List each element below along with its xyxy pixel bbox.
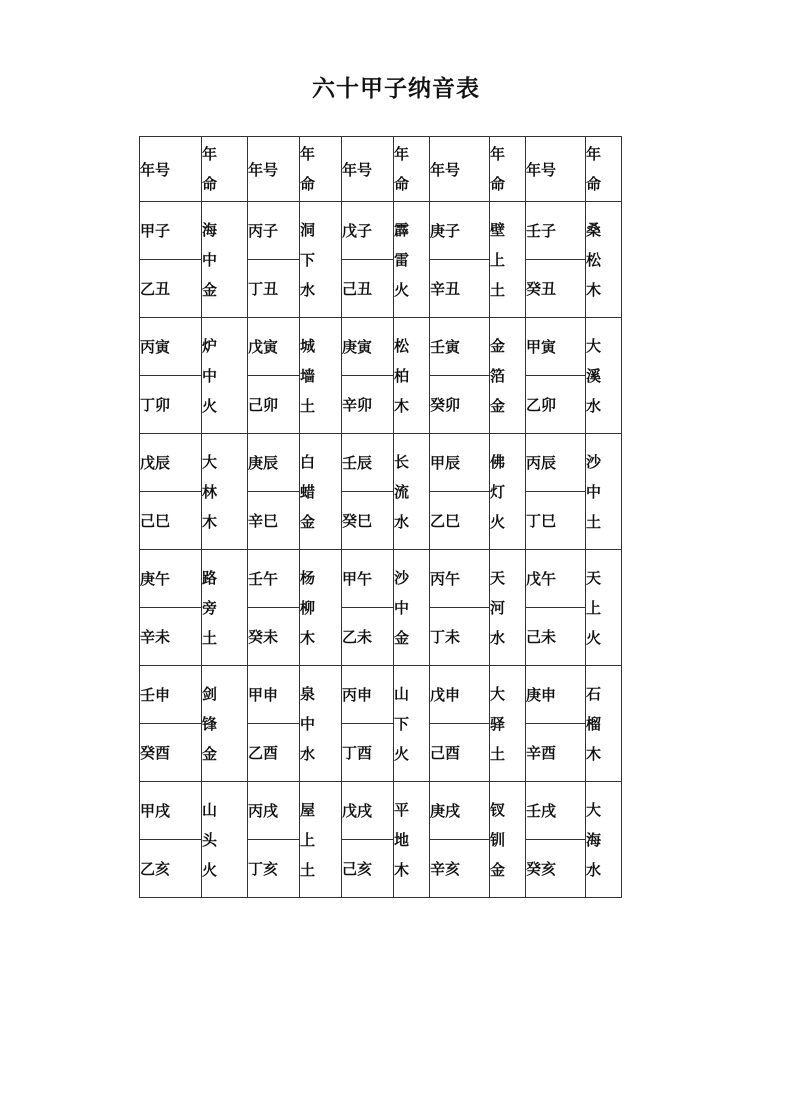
nayin-char: 下 — [300, 250, 316, 269]
year-cell: 丙子 — [248, 202, 300, 260]
nayin-char: 炉 — [202, 336, 218, 355]
year-cell: 癸丑 — [526, 260, 586, 318]
year-cell: 戊申 — [430, 666, 490, 724]
year-cell: 甲戌 — [140, 782, 202, 840]
year-cell: 丙戌 — [248, 782, 300, 840]
nayin-char: 金 — [202, 744, 218, 763]
year-cell: 甲辰 — [430, 434, 490, 492]
nayin-char: 海 — [586, 830, 602, 849]
year-cell: 丁卯 — [140, 376, 202, 434]
nayin-char: 山 — [394, 684, 410, 703]
nayin-char: 柳 — [300, 598, 316, 617]
table-row — [140, 434, 622, 492]
year-cell: 辛丑 — [430, 260, 490, 318]
nayin-char: 上 — [300, 830, 316, 849]
year-cell: 己亥 — [342, 840, 394, 898]
nayin-char: 沙 — [586, 452, 602, 471]
year-cell: 壬寅 — [430, 318, 490, 376]
nayin-char: 土 — [490, 280, 506, 299]
year-cell: 庚午 — [140, 550, 202, 608]
nayin-cell — [300, 550, 342, 666]
nayin-char: 水 — [586, 396, 602, 415]
nayin-char: 旁 — [202, 598, 218, 617]
header-ming-char: 命 — [490, 175, 506, 193]
year-cell: 壬申 — [140, 666, 202, 724]
header-ming-char: 命 — [202, 175, 218, 193]
nayin-char: 白 — [300, 452, 316, 471]
year-cell: 庚戌 — [430, 782, 490, 840]
year-cell: 丙寅 — [140, 318, 202, 376]
nayin-char: 大 — [586, 800, 602, 819]
nayin-char: 佛 — [490, 452, 506, 471]
year-cell: 乙丑 — [140, 260, 202, 318]
nayin-char: 泉 — [300, 684, 316, 703]
nayin-char: 水 — [300, 280, 316, 299]
nayin-char: 土 — [202, 628, 218, 647]
nayin-char: 火 — [202, 860, 218, 879]
nayin-char: 霹 — [394, 220, 410, 239]
nayin-char: 蜡 — [300, 482, 316, 501]
nayin-char: 水 — [490, 628, 506, 647]
nayin-cell — [490, 202, 526, 318]
year-cell: 己酉 — [430, 724, 490, 782]
header-ming-cell — [490, 137, 526, 202]
table-row — [140, 550, 622, 608]
header-ming-char: 年 — [490, 145, 506, 163]
header-ming-cell — [394, 137, 430, 202]
header-year-cell: 年号 — [526, 137, 586, 202]
year-cell: 丁酉 — [342, 724, 394, 782]
nayin-table — [139, 136, 622, 898]
nayin-cell — [202, 782, 248, 898]
nayin-char: 箔 — [490, 366, 506, 385]
nayin-cell — [586, 666, 622, 782]
nayin-cell — [394, 318, 430, 434]
year-cell: 戊寅 — [248, 318, 300, 376]
nayin-cell — [586, 318, 622, 434]
year-cell: 壬辰 — [342, 434, 394, 492]
year-cell: 己巳 — [140, 492, 202, 550]
nayin-char: 土 — [300, 860, 316, 879]
table-body — [140, 137, 622, 898]
year-cell: 庚辰 — [248, 434, 300, 492]
nayin-char: 桑 — [586, 220, 602, 239]
nayin-char: 木 — [202, 512, 218, 531]
year-cell: 丙申 — [342, 666, 394, 724]
nayin-cell — [202, 202, 248, 318]
year-cell: 丁亥 — [248, 840, 300, 898]
header-ming-char: 年 — [300, 145, 316, 163]
nayin-char: 石 — [586, 684, 602, 703]
year-cell: 甲子 — [140, 202, 202, 260]
nayin-cell — [394, 782, 430, 898]
year-cell: 甲午 — [342, 550, 394, 608]
nayin-char: 水 — [394, 512, 410, 531]
nayin-char: 河 — [490, 598, 506, 617]
year-cell: 甲申 — [248, 666, 300, 724]
year-cell: 辛巳 — [248, 492, 300, 550]
nayin-cell — [202, 666, 248, 782]
year-cell: 壬戌 — [526, 782, 586, 840]
header-ming-char: 年 — [586, 145, 602, 163]
nayin-char: 下 — [394, 714, 410, 733]
year-cell: 癸亥 — [526, 840, 586, 898]
year-cell: 乙亥 — [140, 840, 202, 898]
nayin-char: 木 — [394, 396, 410, 415]
nayin-char: 火 — [394, 280, 410, 299]
nayin-char: 松 — [394, 336, 410, 355]
nayin-cell — [300, 434, 342, 550]
nayin-cell — [586, 434, 622, 550]
year-cell: 乙酉 — [248, 724, 300, 782]
nayin-char: 平 — [394, 800, 410, 819]
nayin-char: 木 — [586, 744, 602, 763]
table-row — [140, 782, 622, 840]
nayin-char: 雷 — [394, 250, 410, 269]
header-ming-cell — [202, 137, 248, 202]
header-year-cell: 年号 — [248, 137, 300, 202]
nayin-char: 火 — [490, 512, 506, 531]
nayin-char: 屋 — [300, 800, 316, 819]
header-row — [140, 137, 622, 202]
year-cell: 癸巳 — [342, 492, 394, 550]
nayin-cell — [394, 434, 430, 550]
nayin-cell — [490, 434, 526, 550]
nayin-char: 水 — [586, 860, 602, 879]
nayin-cell — [300, 666, 342, 782]
nayin-cell — [300, 202, 342, 318]
nayin-char: 大 — [202, 452, 218, 471]
nayin-cell — [586, 202, 622, 318]
year-cell: 戊午 — [526, 550, 586, 608]
nayin-char: 中 — [394, 598, 410, 617]
header-year-cell: 年号 — [342, 137, 394, 202]
nayin-cell — [490, 550, 526, 666]
nayin-cell — [586, 550, 622, 666]
nayin-cell — [202, 434, 248, 550]
nayin-char: 城 — [300, 336, 316, 355]
nayin-char: 金 — [490, 336, 506, 355]
nayin-char: 土 — [586, 512, 602, 531]
nayin-char: 木 — [586, 280, 602, 299]
nayin-char: 金 — [490, 860, 506, 879]
nayin-char: 杨 — [300, 568, 316, 587]
nayin-char: 驿 — [490, 714, 506, 733]
nayin-char: 头 — [202, 830, 218, 849]
header-ming-char: 命 — [586, 175, 602, 193]
nayin-char: 锋 — [202, 714, 218, 733]
nayin-char: 火 — [586, 628, 602, 647]
header-ming-cell — [300, 137, 342, 202]
header-year-cell: 年号 — [430, 137, 490, 202]
page-title: 六十甲子纳音表 — [312, 75, 480, 102]
nayin-char: 上 — [586, 598, 602, 617]
nayin-char: 山 — [202, 800, 218, 819]
nayin-char: 土 — [300, 396, 316, 415]
nayin-char: 林 — [202, 482, 218, 501]
year-cell: 戊辰 — [140, 434, 202, 492]
year-cell: 丁未 — [430, 608, 490, 666]
nayin-char: 天 — [490, 568, 506, 587]
year-cell: 乙巳 — [430, 492, 490, 550]
header-ming-char: 年 — [202, 145, 218, 163]
year-cell: 癸酉 — [140, 724, 202, 782]
nayin-char: 木 — [300, 628, 316, 647]
nayin-cell — [300, 782, 342, 898]
year-cell: 乙未 — [342, 608, 394, 666]
nayin-char: 长 — [394, 452, 410, 471]
nayin-char: 上 — [490, 250, 506, 269]
nayin-char: 土 — [490, 744, 506, 763]
year-cell: 戊戌 — [342, 782, 394, 840]
year-cell: 戊子 — [342, 202, 394, 260]
nayin-char: 溪 — [586, 366, 602, 385]
table-row — [140, 666, 622, 724]
nayin-cell — [490, 782, 526, 898]
nayin-char: 钏 — [490, 830, 506, 849]
nayin-cell — [394, 202, 430, 318]
nayin-cell — [586, 782, 622, 898]
header-year-cell: 年号 — [140, 137, 202, 202]
header-ming-char: 命 — [394, 175, 410, 193]
nayin-char: 地 — [394, 830, 410, 849]
nayin-char: 剑 — [202, 684, 218, 703]
nayin-char: 洞 — [300, 220, 316, 239]
nayin-char: 中 — [586, 482, 602, 501]
nayin-char: 路 — [202, 568, 218, 587]
nayin-char: 海 — [202, 220, 218, 239]
year-cell: 癸卯 — [430, 376, 490, 434]
year-cell: 甲寅 — [526, 318, 586, 376]
header-ming-cell — [586, 137, 622, 202]
year-cell: 辛未 — [140, 608, 202, 666]
year-cell: 辛亥 — [430, 840, 490, 898]
nayin-char: 大 — [490, 684, 506, 703]
nayin-char: 中 — [202, 250, 218, 269]
nayin-char: 榴 — [586, 714, 602, 733]
nayin-char: 水 — [300, 744, 316, 763]
year-cell: 庚申 — [526, 666, 586, 724]
nayin-char: 金 — [490, 396, 506, 415]
nayin-char: 火 — [394, 744, 410, 763]
year-cell: 丙午 — [430, 550, 490, 608]
nayin-char: 沙 — [394, 568, 410, 587]
nayin-char: 柏 — [394, 366, 410, 385]
nayin-cell — [202, 318, 248, 434]
nayin-cell — [490, 318, 526, 434]
nayin-char: 灯 — [490, 482, 506, 501]
nayin-char: 中 — [300, 714, 316, 733]
nayin-cell — [300, 318, 342, 434]
nayin-char: 金 — [202, 280, 218, 299]
nayin-char: 松 — [586, 250, 602, 269]
nayin-char: 壁 — [490, 220, 506, 239]
header-ming-char: 年 — [394, 145, 410, 163]
year-cell: 丙辰 — [526, 434, 586, 492]
year-cell: 己卯 — [248, 376, 300, 434]
year-cell: 丁丑 — [248, 260, 300, 318]
year-cell: 丁巳 — [526, 492, 586, 550]
nayin-char: 流 — [394, 482, 410, 501]
year-cell: 壬子 — [526, 202, 586, 260]
year-cell: 庚寅 — [342, 318, 394, 376]
nayin-char: 木 — [394, 860, 410, 879]
nayin-char: 大 — [586, 336, 602, 355]
table-row — [140, 202, 622, 260]
year-cell: 己未 — [526, 608, 586, 666]
year-cell: 己丑 — [342, 260, 394, 318]
year-cell: 庚子 — [430, 202, 490, 260]
nayin-char: 中 — [202, 366, 218, 385]
year-cell: 癸未 — [248, 608, 300, 666]
nayin-cell — [202, 550, 248, 666]
nayin-char: 金 — [300, 512, 316, 531]
nayin-char: 墙 — [300, 366, 316, 385]
nayin-cell — [394, 550, 430, 666]
year-cell: 乙卯 — [526, 376, 586, 434]
table-row — [140, 318, 622, 376]
nayin-char: 天 — [586, 568, 602, 587]
nayin-char: 钗 — [490, 800, 506, 819]
year-cell: 辛卯 — [342, 376, 394, 434]
nayin-char: 火 — [202, 396, 218, 415]
nayin-cell — [490, 666, 526, 782]
nayin-cell — [394, 666, 430, 782]
year-cell: 辛酉 — [526, 724, 586, 782]
header-ming-char: 命 — [300, 175, 316, 193]
year-cell: 壬午 — [248, 550, 300, 608]
nayin-char: 金 — [394, 628, 410, 647]
